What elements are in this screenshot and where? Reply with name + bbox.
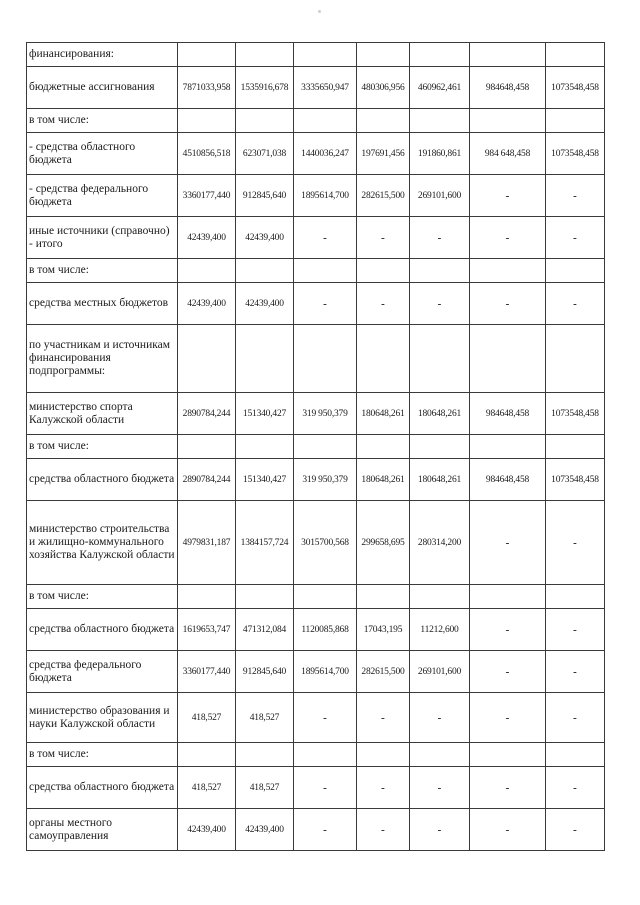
value-cell: - xyxy=(470,217,546,259)
value-cell: 17043,195 xyxy=(357,609,410,651)
value-cell: 319 950,379 xyxy=(294,393,357,435)
row-label: в том числе: xyxy=(27,259,178,283)
table-row xyxy=(27,259,605,283)
value-cell xyxy=(178,743,236,767)
value-cell: - xyxy=(410,283,470,325)
value-cell xyxy=(546,743,605,767)
value-cell: 1895614,700 xyxy=(294,651,357,693)
value-cell: 418,527 xyxy=(236,693,294,743)
value-cell xyxy=(410,585,470,609)
value-cell: 912845,640 xyxy=(236,651,294,693)
value-cell: - xyxy=(410,767,470,809)
value-cell: - xyxy=(470,501,546,585)
value-cell: 1440036,247 xyxy=(294,133,357,175)
value-cell xyxy=(470,585,546,609)
value-cell: - xyxy=(357,283,410,325)
row-label: органы местного самоуправления xyxy=(27,809,178,851)
value-cell: 418,527 xyxy=(236,767,294,809)
value-cell xyxy=(294,109,357,133)
table-row xyxy=(27,67,605,109)
value-cell: 42439,400 xyxy=(236,809,294,851)
value-cell xyxy=(410,325,470,393)
value-cell: - xyxy=(357,693,410,743)
value-cell xyxy=(410,109,470,133)
value-cell: 180648,261 xyxy=(357,459,410,501)
value-cell xyxy=(294,325,357,393)
value-cell: - xyxy=(470,609,546,651)
value-cell: - xyxy=(410,217,470,259)
table-row xyxy=(27,743,605,767)
value-cell: 418,527 xyxy=(178,693,236,743)
value-cell: 480306,956 xyxy=(357,67,410,109)
value-cell xyxy=(357,259,410,283)
value-cell xyxy=(470,259,546,283)
value-cell: 191860,861 xyxy=(410,133,470,175)
value-cell: 984648,458 xyxy=(470,459,546,501)
table-row xyxy=(27,609,605,651)
value-cell: 282615,500 xyxy=(357,651,410,693)
value-cell xyxy=(546,259,605,283)
value-cell: 42439,400 xyxy=(236,217,294,259)
value-cell xyxy=(410,435,470,459)
value-cell: - xyxy=(470,283,546,325)
table-row xyxy=(27,435,605,459)
value-cell: - xyxy=(294,809,357,851)
value-cell: 4510856,518 xyxy=(178,133,236,175)
table-row xyxy=(27,325,605,393)
table-row xyxy=(27,43,605,67)
table-row xyxy=(27,767,605,809)
value-cell xyxy=(357,325,410,393)
value-cell xyxy=(546,109,605,133)
value-cell xyxy=(546,43,605,67)
table-row xyxy=(27,175,605,217)
value-cell: - xyxy=(470,767,546,809)
value-cell: 2890784,244 xyxy=(178,393,236,435)
row-label: бюджетные ассигнования xyxy=(27,67,178,109)
value-cell xyxy=(357,743,410,767)
value-cell: 4979831,187 xyxy=(178,501,236,585)
value-cell: - xyxy=(470,809,546,851)
value-cell: - xyxy=(546,501,605,585)
value-cell xyxy=(178,43,236,67)
row-label: средства областного бюджета xyxy=(27,609,178,651)
value-cell: - xyxy=(546,767,605,809)
value-cell: 180648,261 xyxy=(410,393,470,435)
value-cell: 1535916,678 xyxy=(236,67,294,109)
value-cell: 151340,427 xyxy=(236,393,294,435)
value-cell: - xyxy=(546,175,605,217)
value-cell: 3015700,568 xyxy=(294,501,357,585)
table-row xyxy=(27,651,605,693)
value-cell: - xyxy=(294,693,357,743)
value-cell xyxy=(236,743,294,767)
value-cell: - xyxy=(294,217,357,259)
row-label: министерство образования и науки Калужской области xyxy=(27,693,178,743)
row-label: средства местных бюджетов xyxy=(27,283,178,325)
value-cell: 282615,500 xyxy=(357,175,410,217)
value-cell: 180648,261 xyxy=(410,459,470,501)
value-cell: - xyxy=(294,283,357,325)
value-cell: 3360177,440 xyxy=(178,651,236,693)
table-row xyxy=(27,585,605,609)
value-cell: - xyxy=(410,809,470,851)
table-row xyxy=(27,217,605,259)
value-cell xyxy=(470,325,546,393)
value-cell: 319 950,379 xyxy=(294,459,357,501)
budget-financing-table xyxy=(26,42,605,851)
value-cell xyxy=(357,585,410,609)
value-cell: 269101,600 xyxy=(410,175,470,217)
value-cell: - xyxy=(546,651,605,693)
value-cell xyxy=(546,585,605,609)
value-cell: - xyxy=(357,217,410,259)
value-cell: 984 648,458 xyxy=(470,133,546,175)
value-cell: - xyxy=(546,609,605,651)
value-cell xyxy=(357,109,410,133)
value-cell: - xyxy=(470,693,546,743)
row-label: средства федерального бюджета xyxy=(27,651,178,693)
value-cell xyxy=(236,259,294,283)
value-cell: 180648,261 xyxy=(357,393,410,435)
table-body xyxy=(27,43,605,851)
value-cell xyxy=(410,43,470,67)
value-cell: 623071,038 xyxy=(236,133,294,175)
value-cell xyxy=(236,435,294,459)
row-label: в том числе: xyxy=(27,435,178,459)
table-row xyxy=(27,693,605,743)
value-cell: - xyxy=(357,767,410,809)
value-cell: 42439,400 xyxy=(178,283,236,325)
row-label: по участникам и источникам финансирования подпрограммы: xyxy=(27,325,178,393)
value-cell: 299658,695 xyxy=(357,501,410,585)
value-cell: 151340,427 xyxy=(236,459,294,501)
value-cell: 460962,461 xyxy=(410,67,470,109)
value-cell xyxy=(236,325,294,393)
value-cell: - xyxy=(357,809,410,851)
value-cell xyxy=(470,43,546,67)
table-row xyxy=(27,459,605,501)
value-cell xyxy=(294,43,357,67)
value-cell: - xyxy=(546,283,605,325)
table-row xyxy=(27,109,605,133)
row-label: иные источники (справочно) - итого xyxy=(27,217,178,259)
value-cell: - xyxy=(546,809,605,851)
value-cell: 471312,084 xyxy=(236,609,294,651)
table-row xyxy=(27,393,605,435)
value-cell xyxy=(178,259,236,283)
value-cell: 3335650,947 xyxy=(294,67,357,109)
value-cell: 1073548,458 xyxy=(546,67,605,109)
value-cell xyxy=(178,435,236,459)
table-row xyxy=(27,133,605,175)
row-label: в том числе: xyxy=(27,109,178,133)
value-cell xyxy=(357,435,410,459)
row-label: министерство спорта Калужской области xyxy=(27,393,178,435)
row-label: средства областного бюджета xyxy=(27,459,178,501)
value-cell xyxy=(294,585,357,609)
table-row xyxy=(27,283,605,325)
value-cell: 42439,400 xyxy=(236,283,294,325)
value-cell: 1895614,700 xyxy=(294,175,357,217)
row-label: - средства федерального бюджета xyxy=(27,175,178,217)
value-cell: 1619653,747 xyxy=(178,609,236,651)
value-cell: 42439,400 xyxy=(178,809,236,851)
value-cell xyxy=(470,743,546,767)
value-cell xyxy=(294,435,357,459)
row-label: в том числе: xyxy=(27,743,178,767)
value-cell xyxy=(236,109,294,133)
value-cell: 7871033,958 xyxy=(178,67,236,109)
value-cell: 2890784,244 xyxy=(178,459,236,501)
value-cell: - xyxy=(410,693,470,743)
value-cell xyxy=(294,259,357,283)
value-cell: 197691,456 xyxy=(357,133,410,175)
value-cell: - xyxy=(546,693,605,743)
value-cell: 1120085,868 xyxy=(294,609,357,651)
value-cell: 269101,600 xyxy=(410,651,470,693)
value-cell xyxy=(470,109,546,133)
value-cell xyxy=(410,259,470,283)
value-cell: 11212,600 xyxy=(410,609,470,651)
value-cell: 984648,458 xyxy=(470,393,546,435)
value-cell: 1384157,724 xyxy=(236,501,294,585)
value-cell: 1073548,458 xyxy=(546,393,605,435)
value-cell xyxy=(546,325,605,393)
value-cell: 1073548,458 xyxy=(546,459,605,501)
row-label: в том числе: xyxy=(27,585,178,609)
value-cell xyxy=(236,43,294,67)
row-label: средства областного бюджета xyxy=(27,767,178,809)
scan-artifact-dot xyxy=(318,10,321,13)
value-cell xyxy=(357,43,410,67)
row-label: министерство строительства и жилищно-коммунального хозяйства Калужской области xyxy=(27,501,178,585)
row-label: финансирования: xyxy=(27,43,178,67)
value-cell: - xyxy=(294,767,357,809)
table-row xyxy=(27,809,605,851)
value-cell: 1073548,458 xyxy=(546,133,605,175)
value-cell: 912845,640 xyxy=(236,175,294,217)
value-cell xyxy=(178,325,236,393)
value-cell xyxy=(470,435,546,459)
value-cell xyxy=(178,109,236,133)
value-cell xyxy=(236,585,294,609)
value-cell: 3360177,440 xyxy=(178,175,236,217)
value-cell xyxy=(410,743,470,767)
value-cell: - xyxy=(470,175,546,217)
table-row xyxy=(27,501,605,585)
value-cell: 984648,458 xyxy=(470,67,546,109)
value-cell: 42439,400 xyxy=(178,217,236,259)
value-cell xyxy=(294,743,357,767)
value-cell: 418,527 xyxy=(178,767,236,809)
value-cell: - xyxy=(470,651,546,693)
value-cell: 280314,200 xyxy=(410,501,470,585)
value-cell xyxy=(546,435,605,459)
value-cell xyxy=(178,585,236,609)
row-label: - средства областного бюджета xyxy=(27,133,178,175)
value-cell: - xyxy=(546,217,605,259)
